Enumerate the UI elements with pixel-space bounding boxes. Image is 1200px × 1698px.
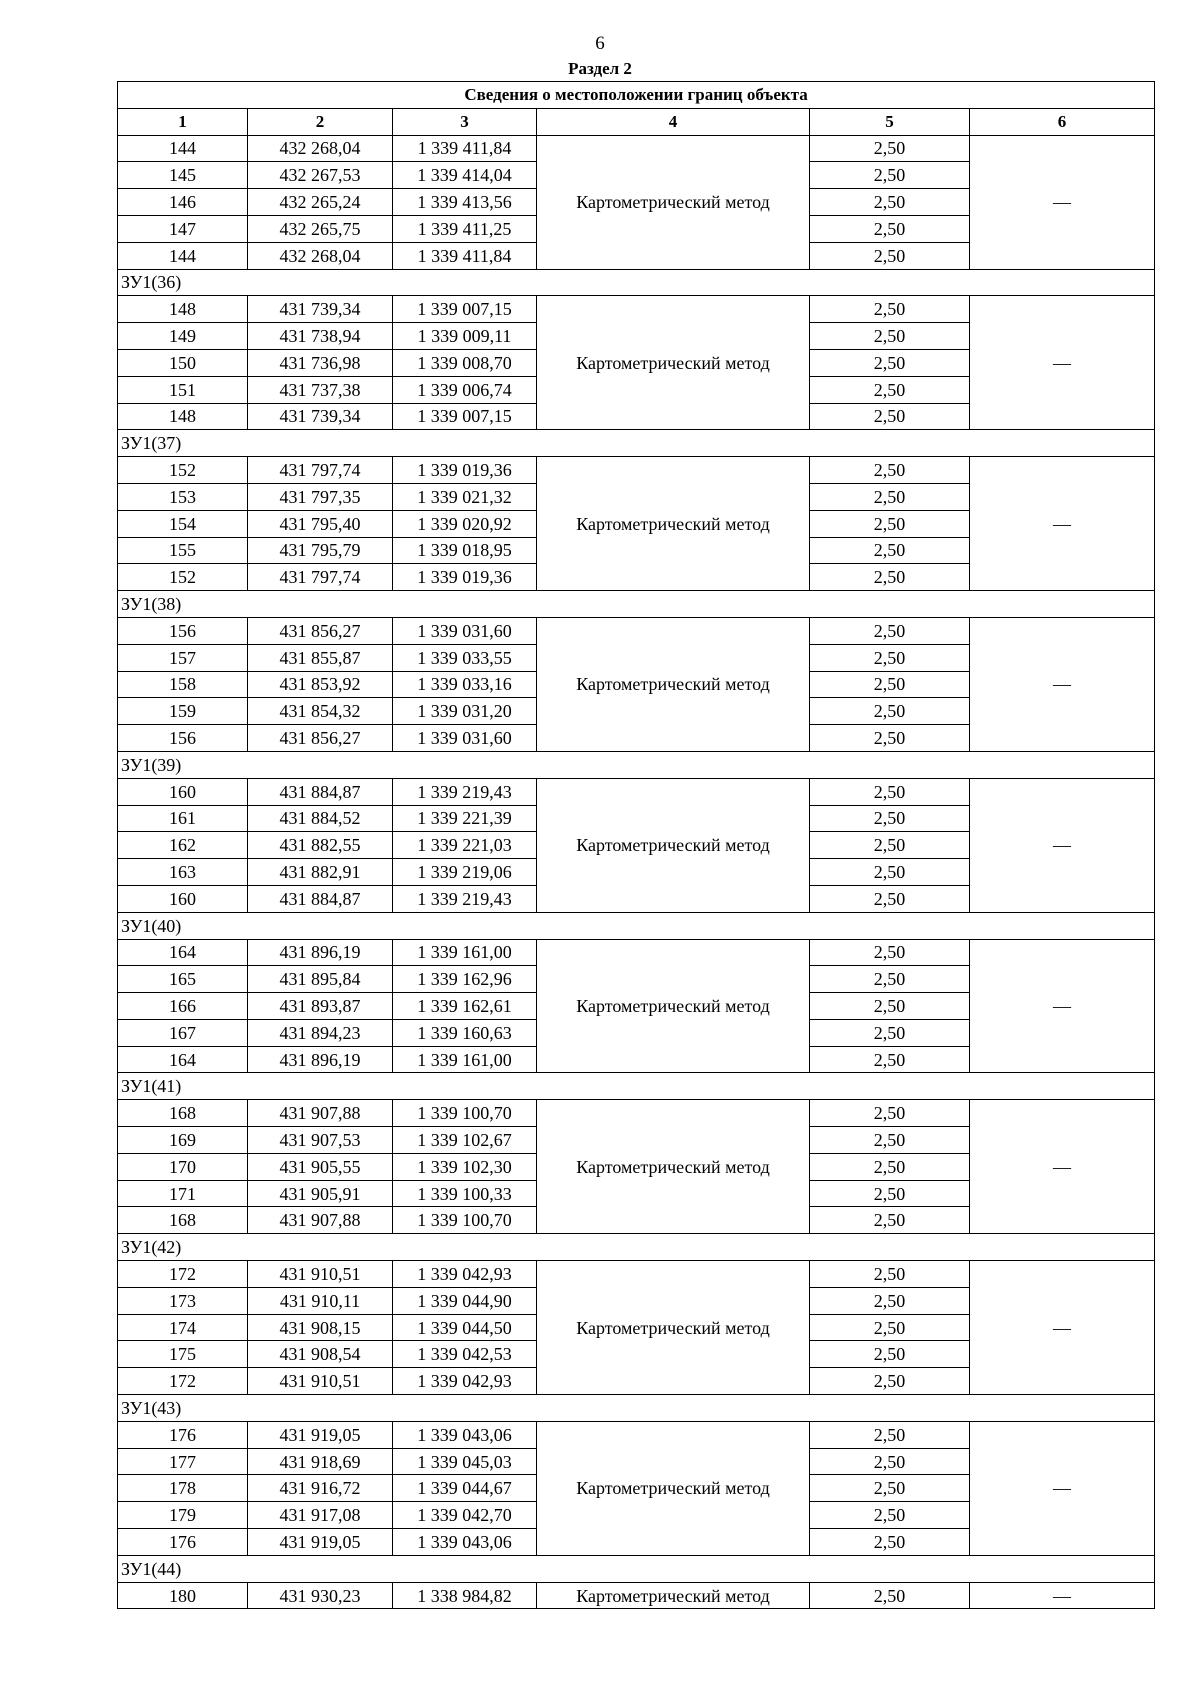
coordinate-y: 1 339 411,84 (393, 135, 537, 162)
accuracy-value: 2,50 (810, 1153, 970, 1180)
coordinate-y: 1 339 161,00 (393, 939, 537, 966)
coordinate-x: 431 856,27 (248, 725, 393, 752)
accuracy-value: 2,50 (810, 1261, 970, 1288)
accuracy-value: 2,50 (810, 323, 970, 350)
coordinate-x: 431 910,11 (248, 1287, 393, 1314)
accuracy-value: 2,50 (810, 1314, 970, 1341)
coordinate-y: 1 339 042,93 (393, 1368, 537, 1395)
accuracy-value: 2,50 (810, 832, 970, 859)
accuracy-value: 2,50 (810, 242, 970, 269)
accuracy-value: 2,50 (810, 564, 970, 591)
coordinate-x: 431 905,55 (248, 1153, 393, 1180)
coordinate-y: 1 339 044,50 (393, 1314, 537, 1341)
method-cell: Картометрический метод (537, 939, 810, 1073)
coordinate-x: 431 894,23 (248, 1019, 393, 1046)
accuracy-value: 2,50 (810, 1582, 970, 1609)
coordinate-y: 1 339 102,30 (393, 1153, 537, 1180)
point-number: 174 (118, 1314, 248, 1341)
point-number: 150 (118, 349, 248, 376)
point-number: 177 (118, 1448, 248, 1475)
coordinate-x: 431 893,87 (248, 993, 393, 1020)
accuracy-value: 2,50 (810, 939, 970, 966)
table-row (118, 1100, 1155, 1127)
point-number: 161 (118, 805, 248, 832)
point-number: 173 (118, 1287, 248, 1314)
coordinate-x: 431 737,38 (248, 376, 393, 403)
coordinate-x: 431 910,51 (248, 1261, 393, 1288)
accuracy-value: 2,50 (810, 725, 970, 752)
coordinate-y: 1 339 021,32 (393, 483, 537, 510)
point-number: 160 (118, 885, 248, 912)
point-number: 180 (118, 1582, 248, 1609)
point-number: 147 (118, 215, 248, 242)
accuracy-value: 2,50 (810, 135, 970, 162)
coordinate-y: 1 339 006,74 (393, 376, 537, 403)
dash-cell: — (970, 135, 1155, 269)
accuracy-value: 2,50 (810, 1448, 970, 1475)
coordinate-y: 1 339 413,56 (393, 189, 537, 216)
column-header: 6 (970, 108, 1155, 135)
coordinate-y: 1 339 414,04 (393, 162, 537, 189)
point-number: 178 (118, 1475, 248, 1502)
coordinate-x: 431 882,91 (248, 859, 393, 886)
coordinate-x: 431 907,53 (248, 1127, 393, 1154)
group-row (118, 591, 1155, 618)
coordinate-y: 1 339 100,33 (393, 1180, 537, 1207)
column-header: 1 (118, 108, 248, 135)
point-number: 162 (118, 832, 248, 859)
group-label: ЗУ1(38) (118, 591, 1155, 618)
coordinate-x: 431 916,72 (248, 1475, 393, 1502)
coordinate-y: 1 339 102,67 (393, 1127, 537, 1154)
dash-cell: — (970, 1421, 1155, 1555)
group-label: ЗУ1(37) (118, 430, 1155, 457)
coordinate-y: 1 339 043,06 (393, 1529, 537, 1556)
point-number: 179 (118, 1502, 248, 1529)
point-number: 171 (118, 1180, 248, 1207)
coordinate-y: 1 339 008,70 (393, 349, 537, 376)
coordinate-x: 431 919,05 (248, 1529, 393, 1556)
accuracy-value: 2,50 (810, 885, 970, 912)
dash-cell: — (970, 778, 1155, 912)
dash-cell: — (970, 1100, 1155, 1234)
accuracy-value: 2,50 (810, 993, 970, 1020)
coordinate-x: 431 853,92 (248, 671, 393, 698)
accuracy-value: 2,50 (810, 349, 970, 376)
point-number: 154 (118, 510, 248, 537)
coordinate-x: 431 908,15 (248, 1314, 393, 1341)
coordinate-x: 431 795,40 (248, 510, 393, 537)
coordinate-y: 1 339 031,60 (393, 725, 537, 752)
method-cell: Картометрический метод (537, 135, 810, 269)
accuracy-value: 2,50 (810, 698, 970, 725)
point-number: 144 (118, 242, 248, 269)
point-number: 156 (118, 725, 248, 752)
dash-cell: — (970, 617, 1155, 751)
column-header-row (118, 108, 1155, 135)
accuracy-value: 2,50 (810, 1127, 970, 1154)
accuracy-value: 2,50 (810, 296, 970, 323)
point-number: 151 (118, 376, 248, 403)
group-label: ЗУ1(39) (118, 751, 1155, 778)
accuracy-value: 2,50 (810, 617, 970, 644)
dash-cell: — (970, 1261, 1155, 1395)
table-row (118, 296, 1155, 323)
method-cell: Картометрический метод (537, 1261, 810, 1395)
coordinate-y: 1 339 018,95 (393, 537, 537, 564)
coordinate-x: 432 265,75 (248, 215, 393, 242)
group-label: ЗУ1(42) (118, 1234, 1155, 1261)
coordinate-x: 431 896,19 (248, 939, 393, 966)
accuracy-value: 2,50 (810, 671, 970, 698)
point-number: 163 (118, 859, 248, 886)
group-label: ЗУ1(44) (118, 1555, 1155, 1582)
point-number: 148 (118, 296, 248, 323)
point-number: 148 (118, 403, 248, 430)
coordinate-y: 1 339 219,43 (393, 778, 537, 805)
point-number: 169 (118, 1127, 248, 1154)
coordinate-y: 1 339 219,43 (393, 885, 537, 912)
coordinate-x: 431 856,27 (248, 617, 393, 644)
coordinate-y: 1 339 031,60 (393, 617, 537, 644)
accuracy-value: 2,50 (810, 1180, 970, 1207)
coordinate-x: 432 268,04 (248, 135, 393, 162)
accuracy-value: 2,50 (810, 483, 970, 510)
coordinate-y: 1 339 042,70 (393, 1502, 537, 1529)
point-number: 168 (118, 1100, 248, 1127)
coordinate-x: 432 265,24 (248, 189, 393, 216)
accuracy-value: 2,50 (810, 1100, 970, 1127)
coordinate-y: 1 339 100,70 (393, 1207, 537, 1234)
coordinate-x: 431 905,91 (248, 1180, 393, 1207)
coordinate-x: 431 908,54 (248, 1341, 393, 1368)
coordinate-x: 431 919,05 (248, 1421, 393, 1448)
accuracy-value: 2,50 (810, 1421, 970, 1448)
section-title: Раздел 2 (568, 59, 632, 78)
coordinate-x: 431 855,87 (248, 644, 393, 671)
point-number: 176 (118, 1529, 248, 1556)
point-number: 152 (118, 564, 248, 591)
table-row (118, 1261, 1155, 1288)
coordinate-y: 1 339 007,15 (393, 296, 537, 323)
group-row (118, 1073, 1155, 1100)
coordinate-y: 1 339 044,90 (393, 1287, 537, 1314)
accuracy-value: 2,50 (810, 1019, 970, 1046)
method-cell: Картометрический метод (537, 1100, 810, 1234)
column-header: 2 (248, 108, 393, 135)
coordinate-y: 1 339 031,20 (393, 698, 537, 725)
coordinate-x: 431 884,87 (248, 885, 393, 912)
group-row (118, 1555, 1155, 1582)
coordinate-y: 1 339 043,06 (393, 1421, 537, 1448)
point-number: 164 (118, 939, 248, 966)
coordinate-x: 432 268,04 (248, 242, 393, 269)
accuracy-value: 2,50 (810, 1368, 970, 1395)
coordinate-x: 431 854,32 (248, 698, 393, 725)
group-row (118, 912, 1155, 939)
accuracy-value: 2,50 (810, 1341, 970, 1368)
accuracy-value: 2,50 (810, 1287, 970, 1314)
table-caption: Сведения о местоположении границ объекта (118, 82, 1155, 109)
method-cell: Картометрический метод (537, 296, 810, 430)
point-number: 166 (118, 993, 248, 1020)
group-row (118, 269, 1155, 296)
method-cell: Картометрический метод (537, 1582, 810, 1609)
accuracy-value: 2,50 (810, 403, 970, 430)
coordinate-y: 1 339 020,92 (393, 510, 537, 537)
dash-cell: — (970, 457, 1155, 591)
table-body (118, 135, 1155, 1609)
table-row (118, 617, 1155, 644)
coordinate-x: 431 910,51 (248, 1368, 393, 1395)
table-row (118, 939, 1155, 966)
coordinate-y: 1 339 221,03 (393, 832, 537, 859)
accuracy-value: 2,50 (810, 644, 970, 671)
coordinate-x: 431 930,23 (248, 1582, 393, 1609)
accuracy-value: 2,50 (810, 1502, 970, 1529)
table-row (118, 1421, 1155, 1448)
point-number: 149 (118, 323, 248, 350)
accuracy-value: 2,50 (810, 376, 970, 403)
coordinate-x: 432 267,53 (248, 162, 393, 189)
point-number: 153 (118, 483, 248, 510)
accuracy-value: 2,50 (810, 1207, 970, 1234)
coordinate-y: 1 339 100,70 (393, 1100, 537, 1127)
accuracy-value: 2,50 (810, 215, 970, 242)
point-number: 165 (118, 966, 248, 993)
accuracy-value: 2,50 (810, 966, 970, 993)
coordinate-x: 431 896,19 (248, 1046, 393, 1073)
accuracy-value: 2,50 (810, 457, 970, 484)
point-number: 155 (118, 537, 248, 564)
coordinate-x: 431 884,87 (248, 778, 393, 805)
coordinate-y: 1 339 042,93 (393, 1261, 537, 1288)
table-row (118, 135, 1155, 162)
point-number: 160 (118, 778, 248, 805)
group-label: ЗУ1(36) (118, 269, 1155, 296)
accuracy-value: 2,50 (810, 1529, 970, 1556)
point-number: 168 (118, 1207, 248, 1234)
point-number: 145 (118, 162, 248, 189)
coordinate-y: 1 338 984,82 (393, 1582, 537, 1609)
group-row (118, 1395, 1155, 1422)
group-label: ЗУ1(43) (118, 1395, 1155, 1422)
coordinate-x: 431 736,98 (248, 349, 393, 376)
accuracy-value: 2,50 (810, 778, 970, 805)
point-number: 158 (118, 671, 248, 698)
accuracy-value: 2,50 (810, 537, 970, 564)
method-cell: Картометрический метод (537, 778, 810, 912)
group-row (118, 751, 1155, 778)
point-number: 164 (118, 1046, 248, 1073)
coordinate-x: 431 895,84 (248, 966, 393, 993)
table-row (118, 457, 1155, 484)
coordinate-x: 431 882,55 (248, 832, 393, 859)
point-number: 170 (118, 1153, 248, 1180)
point-number: 152 (118, 457, 248, 484)
coordinate-x: 431 907,88 (248, 1100, 393, 1127)
coordinate-x: 431 795,79 (248, 537, 393, 564)
coordinate-x: 431 797,74 (248, 457, 393, 484)
coordinate-x: 431 739,34 (248, 296, 393, 323)
accuracy-value: 2,50 (810, 805, 970, 832)
point-number: 175 (118, 1341, 248, 1368)
coordinate-y: 1 339 162,61 (393, 993, 537, 1020)
point-number: 172 (118, 1261, 248, 1288)
page-number: 6 (595, 33, 605, 54)
boundary-table (117, 81, 1155, 1609)
coordinate-y: 1 339 411,25 (393, 215, 537, 242)
coordinate-y: 1 339 161,00 (393, 1046, 537, 1073)
point-number: 167 (118, 1019, 248, 1046)
column-header: 4 (537, 108, 810, 135)
coordinate-y: 1 339 221,39 (393, 805, 537, 832)
point-number: 159 (118, 698, 248, 725)
coordinate-x: 431 797,74 (248, 564, 393, 591)
coordinate-x: 431 797,35 (248, 483, 393, 510)
coordinate-x: 431 884,52 (248, 805, 393, 832)
group-label: ЗУ1(41) (118, 1073, 1155, 1100)
coordinate-x: 431 917,08 (248, 1502, 393, 1529)
coordinate-y: 1 339 009,11 (393, 323, 537, 350)
point-number: 176 (118, 1421, 248, 1448)
coordinate-y: 1 339 033,55 (393, 644, 537, 671)
point-number: 156 (118, 617, 248, 644)
method-cell: Картометрический метод (537, 1421, 810, 1555)
coordinate-y: 1 339 019,36 (393, 564, 537, 591)
coordinate-x: 431 918,69 (248, 1448, 393, 1475)
group-row (118, 430, 1155, 457)
point-number: 146 (118, 189, 248, 216)
dash-cell: — (970, 296, 1155, 430)
coordinate-y: 1 339 007,15 (393, 403, 537, 430)
coordinate-y: 1 339 033,16 (393, 671, 537, 698)
coordinate-y: 1 339 044,67 (393, 1475, 537, 1502)
table-row (118, 778, 1155, 805)
coordinate-y: 1 339 019,36 (393, 457, 537, 484)
accuracy-value: 2,50 (810, 1475, 970, 1502)
group-row (118, 1234, 1155, 1261)
accuracy-value: 2,50 (810, 859, 970, 886)
coordinate-x: 431 907,88 (248, 1207, 393, 1234)
method-cell: Картометрический метод (537, 617, 810, 751)
coordinate-y: 1 339 219,06 (393, 859, 537, 886)
coordinate-y: 1 339 045,03 (393, 1448, 537, 1475)
point-number: 172 (118, 1368, 248, 1395)
coordinate-x: 431 739,34 (248, 403, 393, 430)
accuracy-value: 2,50 (810, 189, 970, 216)
coordinate-y: 1 339 042,53 (393, 1341, 537, 1368)
dash-cell: — (970, 939, 1155, 1073)
column-header: 5 (810, 108, 970, 135)
dash-cell: — (970, 1582, 1155, 1609)
point-number: 144 (118, 135, 248, 162)
coordinate-y: 1 339 162,96 (393, 966, 537, 993)
column-header: 3 (393, 108, 537, 135)
method-cell: Картометрический метод (537, 457, 810, 591)
accuracy-value: 2,50 (810, 1046, 970, 1073)
point-number: 157 (118, 644, 248, 671)
accuracy-value: 2,50 (810, 162, 970, 189)
accuracy-value: 2,50 (810, 510, 970, 537)
group-label: ЗУ1(40) (118, 912, 1155, 939)
table-row (118, 1582, 1155, 1609)
coordinate-y: 1 339 411,84 (393, 242, 537, 269)
coordinate-y: 1 339 160,63 (393, 1019, 537, 1046)
coordinate-x: 431 738,94 (248, 323, 393, 350)
